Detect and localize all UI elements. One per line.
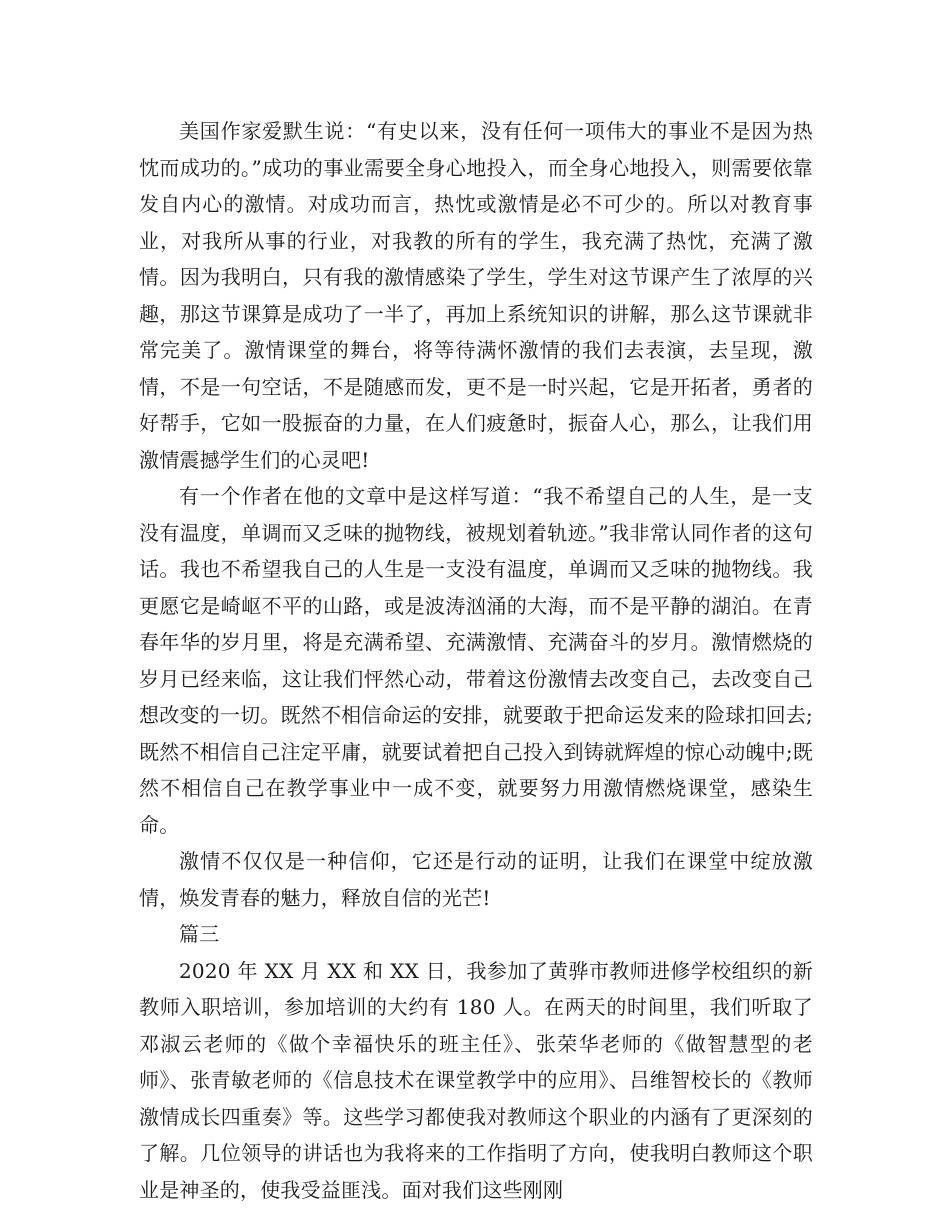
paragraph-life-parabola: 有一个作者在他的文章中是这样写道：“我不希望自己的人生，是一支没有温度，单调而又乏味的抛物线，被规划着轨迹。”我非常认同作者的这句话。我也不希望我自己的人生是一支没有温度，单调而又乏味的抛物线。我更愿它是崎岖不平的山路，或是波涛汹涌的大海，而不是平静的湖泊。在青春年华的岁月里，将是充满希望、充满激情、充满奋斗的岁月。激情燃烧的岁月已经来临，这让我们怦然心动，带着这份激情去改变自己，去改变自己想改变的一切。既然不相信命运的安排，就要敢于把命运发来的险球扣回去;既然不相信自己注定平庸，就要试着把自己投入到铸就辉煌的惊心动魄中;既然不相信自己在教学事业中一成不变，就要努力用激情燃烧课堂，感染生命。 (139, 484, 813, 837)
paragraph-emerson-quote: 美国作家爱默生说：“有史以来，没有任何一项伟大的事业不是因为热忱而成功的。”成功的事业需要全身心地投入，而全身心地投入，则需要依靠发自内心的激情。对成功而言，热忱或激情是必不可少的。所以对教育事业，对我所从事的行业，对我教的所有的学生，我充满了热忱，充满了激情。因为我明白，只有我的激情感染了学生，学生对这节课产生了浓厚的兴趣，那这节课算是成功了一半了，再加上系统知识的讲解，那么这节课就非常完美了。激情课堂的舞台，将等待满怀激情的我们去表演，去呈现，激情，不是一句空话，不是随感而发，更不是一时兴起，它是开拓者，勇者的好帮手，它如一股振奋的力量，在人们疲惫时，振奋人心，那么，让我们用激情震撼学生们的心灵吧! (139, 119, 813, 472)
document-body (139, 113, 813, 1208)
section-heading: 篇三 (179, 922, 220, 946)
paragraph-training-report: 2020 年 XX 月 XX 和 XX 日，我参加了黄骅市教师进修学校组织的新教师入职培训，参加培训的大约有 180 人。在两天的时间里，我们听取了邓淑云老师的《做个幸福快乐的班主任》、张荣华老师的《做智慧型的老师》、张青敏老师的《信息技术在课堂教学中的应用》、吕维智校长的《教师激情成长四重奏》等。这些学习都使我对教师这个职业的内涵有了更深刻的了解。几位领导的讲话也为我将来的工作指明了方向，使我明白教师这个职业是神圣的，使我受益匪浅。面对我们这些刚刚 (139, 958, 813, 1202)
paragraph-passion-belief: 激情不仅仅是一种信仰，它还是行动的证明，让我们在课堂中绽放激情，焕发青春的魅力，释放自信的光芒! (139, 849, 813, 910)
